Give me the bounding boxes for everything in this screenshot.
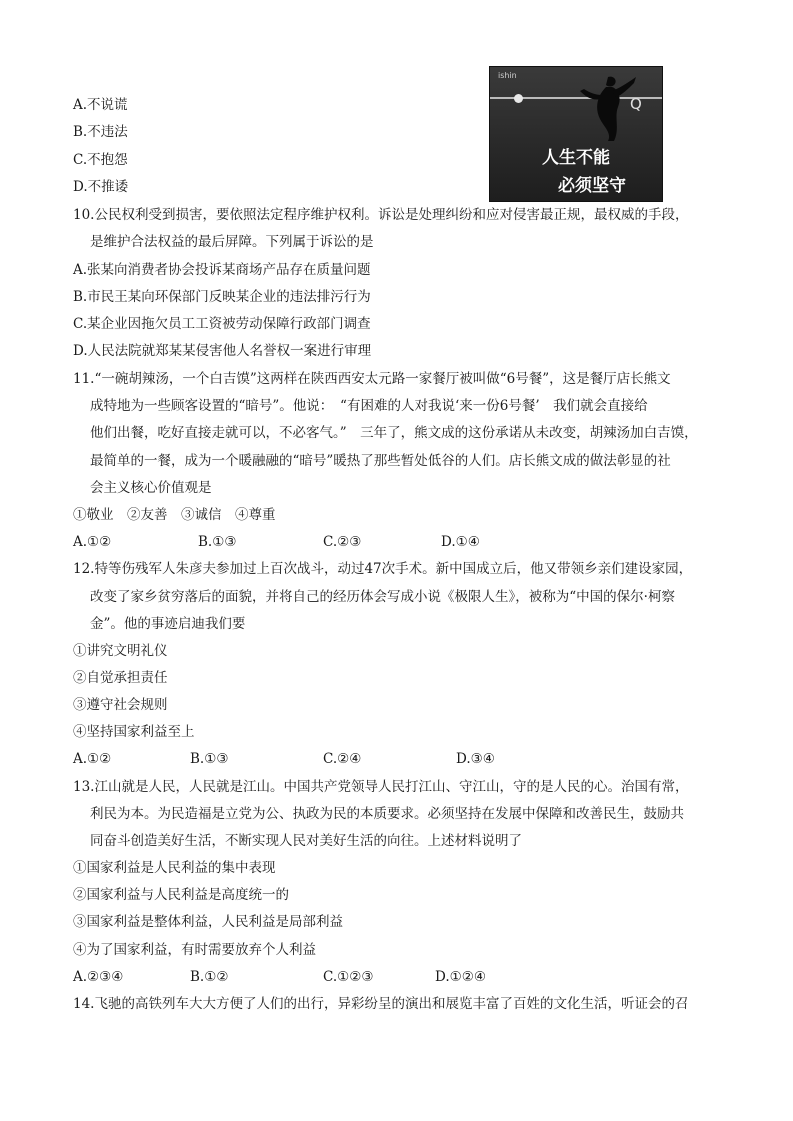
- q10-option-c: C.某企业因拖欠员工工资被劳动保障行政部门调查: [73, 316, 371, 332]
- q13-stem-line-3: 同奋斗创造美好生活，不断实现人民对美好生活的向往。上述材料说明了: [90, 833, 522, 849]
- q12-option-c: C.②④: [323, 751, 362, 767]
- q14-stem-line-1: 14.飞驰的高铁列车大大方便了人们的出行，异彩纷呈的演出和展览丰富了百姓的文化生活，听证会的召: [73, 996, 689, 1012]
- q11-items: ①敬业 ②友善 ③诚信 ④尊重: [73, 507, 276, 523]
- q13-option-c: C.①②③: [323, 969, 374, 985]
- q11-stem-line-2: 成特地为一些顾客设置的“暗号”。他说： “有困难的人对我说‘来一份6号餐’ 我们就会直接给: [90, 398, 648, 414]
- athlete-photo: [489, 66, 663, 202]
- q11-option-a: A.①②: [73, 534, 112, 550]
- q12-item-4: ④坚持国家利益至上: [73, 724, 195, 740]
- q10-stem-line-1: 10.公民权利受到损害，要依照法定程序维护权利。诉讼是处理纠纷和应对侵害最正规，最权威的手段，: [73, 207, 689, 223]
- q12-item-3: ③遵守社会规则: [73, 697, 168, 713]
- q11-stem-line-4: 最简单的一餐，成为一个暖融融的“暗号”暖热了那些暂处低谷的人们。店长熊文成的做法彰显的社: [90, 453, 671, 469]
- q11-stem-line-3: 他们出餐，吃好直接走就可以，不必客气。” 三年了，熊文成的这份承诺从未改变，胡辣汤加白吉馍，: [90, 425, 698, 441]
- q10-option-a: A.张某向消费者协会投诉某商场产品存在质量问题: [73, 262, 371, 278]
- q10-option-d: D.人民法院就郑某某侵害他人名誉权一案进行审理: [73, 343, 372, 359]
- q9-option-a: A.不说谎: [73, 97, 128, 113]
- q11-option-d: D.①④: [441, 534, 480, 550]
- q9-option-c: C.不抱怨: [73, 152, 128, 168]
- q13-option-b: B.①②: [190, 969, 229, 985]
- ball-icon: [514, 94, 523, 103]
- photo-slogan-2: 必须坚守: [558, 176, 626, 196]
- q13-stem-line-2: 利民为本。为民造福是立党为公、执政为民的本质要求。必须坚持在发展中保障和改善民生，鼓励共: [90, 806, 684, 822]
- q13-option-a: A.②③④: [73, 969, 124, 985]
- q11-option-c: C.②③: [323, 534, 362, 550]
- q12-stem-line-3: 金”。他的事迹启迪我们要: [90, 616, 246, 632]
- photo-slogan-1: 人生不能: [542, 148, 610, 168]
- q12-option-d: D.③④: [456, 751, 495, 767]
- q13-stem-line-1: 13.江山就是人民，人民就是江山。中国共产党领导人民打江山、守江山，守的是人民的心。治国有常，: [73, 779, 689, 795]
- q13-item-4: ④为了国家利益，有时需要放弃个人利益: [73, 942, 316, 958]
- q12-item-1: ①讲究文明礼仪: [73, 643, 168, 659]
- q13-item-1: ①国家利益是人民利益的集中表现: [73, 860, 276, 876]
- q12-option-b: B.①③: [190, 751, 229, 767]
- photo-q-mark: Q: [630, 95, 642, 113]
- q10-stem-line-2: 是维护合法权益的最后屏障。下列属于诉讼的是: [90, 234, 374, 250]
- q12-option-a: A.①②: [73, 751, 112, 767]
- q12-stem-line-2: 改变了家乡贫穷落后的面貌，并将自己的经历体会写成小说《极限人生》，被称为“中国的保尔·柯察: [90, 589, 675, 605]
- q11-stem-line-5: 会主义核心价值观是: [90, 480, 212, 496]
- photo-tag: ishin: [498, 71, 517, 80]
- q13-item-3: ③国家利益是整体利益，人民利益是局部利益: [73, 914, 343, 930]
- q11-stem-line-1: 11.“一碗胡辣汤，一个白吉馍”这两样在陕西西安太元路一家餐厅被叫做“6号餐”，这是餐厅店长熊文: [73, 371, 671, 387]
- q12-stem-line-1: 12.特等伤残军人朱彦夫参加过上百次战斗，动过47次手术。新中国成立后，他又带领乡亲们建设家园，: [73, 561, 693, 577]
- q9-option-d: D.不推诿: [73, 179, 129, 195]
- q13-option-d: D.①②④: [435, 969, 486, 985]
- q11-option-b: B.①③: [198, 534, 237, 550]
- q9-option-b: B.不违法: [73, 124, 128, 140]
- q12-item-2: ②自觉承担责任: [73, 670, 168, 686]
- q13-item-2: ②国家利益与人民利益是高度统一的: [73, 887, 289, 903]
- q10-option-b: B.市民王某向环保部门反映某企业的违法排污行为: [73, 289, 371, 305]
- athlete-silhouette-icon: [578, 73, 638, 143]
